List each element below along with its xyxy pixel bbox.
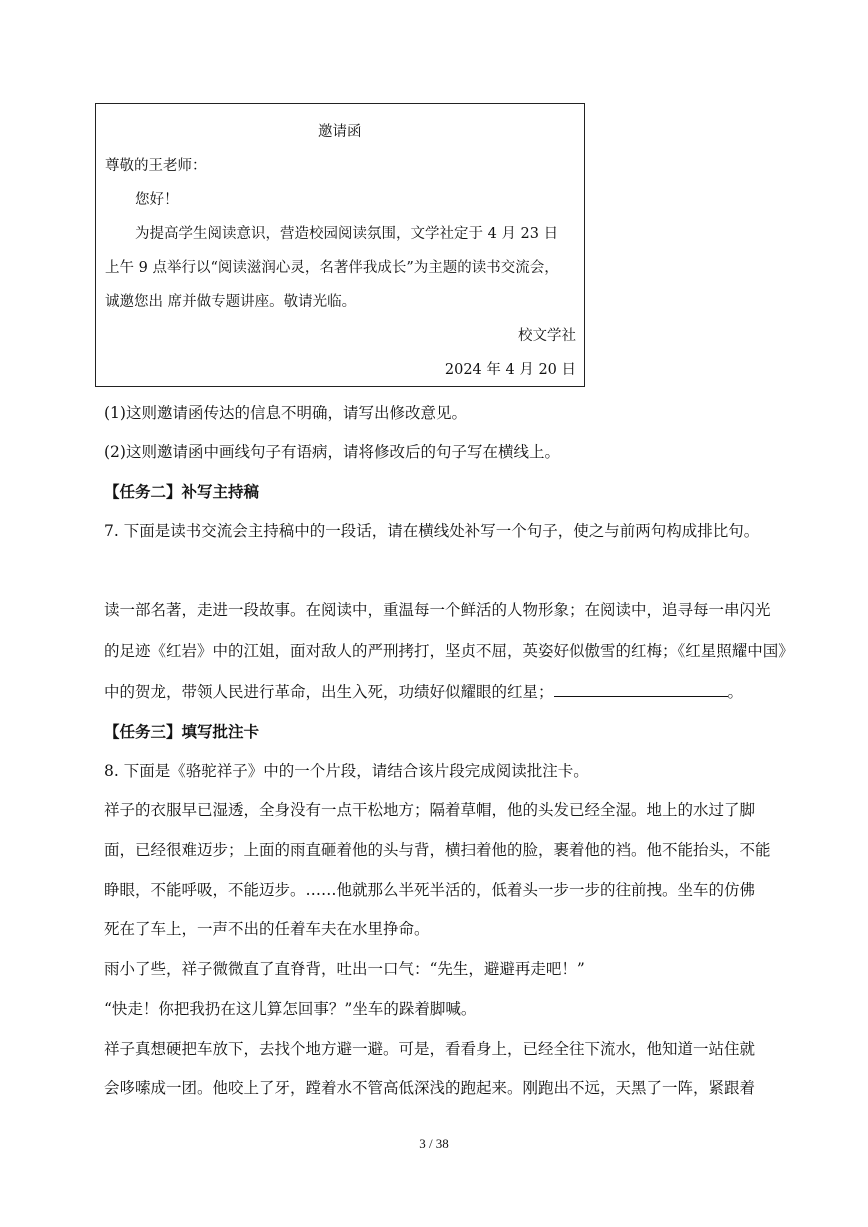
- letter-title: 邀请函: [318, 124, 362, 140]
- letter-signature: 校文学社: [518, 328, 576, 344]
- passage-line4: 死在了车上，一声不出的任着车夫在水里挣命。: [104, 920, 430, 938]
- passage-line2: 面，已经很难迈步；上面的雨直砸着他的头与背，横扫着他的脸，裹着他的裆。他不能抬头，不能: [104, 841, 771, 859]
- q7-paragraph-line1: 读一部名著，走进一段故事。在阅读中，重温每一个鲜活的人物形象；在阅读中，追寻每一串闪光: [104, 601, 771, 619]
- question-8: 8. 下面是《骆驼祥子》中的一个片段，请结合该片段完成阅读批注卡。: [104, 762, 589, 780]
- page-number: 3 / 38: [419, 1136, 449, 1151]
- letter-body-line2: 上午 9 点举行以“阅读滋润心灵，名著伴我成长”为主题的读书交流会，: [105, 260, 559, 276]
- q7-paragraph-line2: 的足迹《红岩》中的江姐，面对敌人的严刑拷打，坚贞不屈，英姿好似傲雪的红梅；《红星照耀中国》: [104, 642, 794, 660]
- letter-salutation: 尊敬的王老师：: [105, 158, 207, 174]
- invitation-letter-box: [95, 103, 585, 387]
- answer-blank[interactable]: [554, 684, 728, 697]
- letter-greeting: 您好！: [135, 192, 179, 208]
- question-6-1: (1)这则邀请函传达的信息不明确，请写出修改意见。: [104, 404, 467, 422]
- task-2-heading: 【任务二】补写主持稿: [104, 482, 260, 501]
- passage-line8: 会哆嗦成一团。他咬上了牙，蹚着水不管高低深浅的跑起来。刚跑出不远，天黑了一阵，紧跟着: [104, 1079, 756, 1097]
- passage-line6: “快走！你把我扔在这儿算怎回事？”坐车的跺着脚喊。: [104, 1000, 477, 1018]
- passage-line3: 睁眼，不能呼吸，不能迈步。……他就那么半死半活的，低着头一步一步的往前拽。坐车的仿佛: [104, 881, 756, 899]
- passage-line1: 祥子的衣服早已湿透，全身没有一点干松地方；隔着草帽，他的头发已经全湿。地上的水过了脚: [104, 801, 756, 819]
- letter-body-line1: 为提高学生阅读意识，营造校园阅读氛围，文学社定于 4 月 23 日: [135, 226, 559, 242]
- q7-paragraph-end: 。: [727, 683, 744, 701]
- question-6-2: (2)这则邀请函中画线句子有语病，请将修改后的句子写在横线上。: [104, 443, 560, 461]
- task-3-heading: 【任务三】填写批注卡: [104, 722, 260, 741]
- q7-paragraph-line3: [104, 680, 743, 702]
- letter-body-line3: 诚邀您出 席并做专题讲座。敬请光临。: [105, 294, 357, 310]
- passage-line5: 雨小了些，祥子微微直了直脊背，吐出一口气：“先生，避避再走吧！”: [104, 960, 585, 978]
- q7-paragraph-line3-text: 中的贺龙，带领人民进行革命，出生入死，功绩好似耀眼的红星；: [104, 683, 554, 701]
- question-7: 7. 下面是读书交流会主持稿中的一段话，请在横线处补写一个句子，使之与前两句构成排比句。: [104, 522, 760, 540]
- passage-line7: 祥子真想硬把车放下，去找个地方避一避。可是，看看身上，已经全往下流水，他知道一站住就: [104, 1040, 756, 1058]
- letter-date: 2024 年 4 月 20 日: [444, 362, 576, 378]
